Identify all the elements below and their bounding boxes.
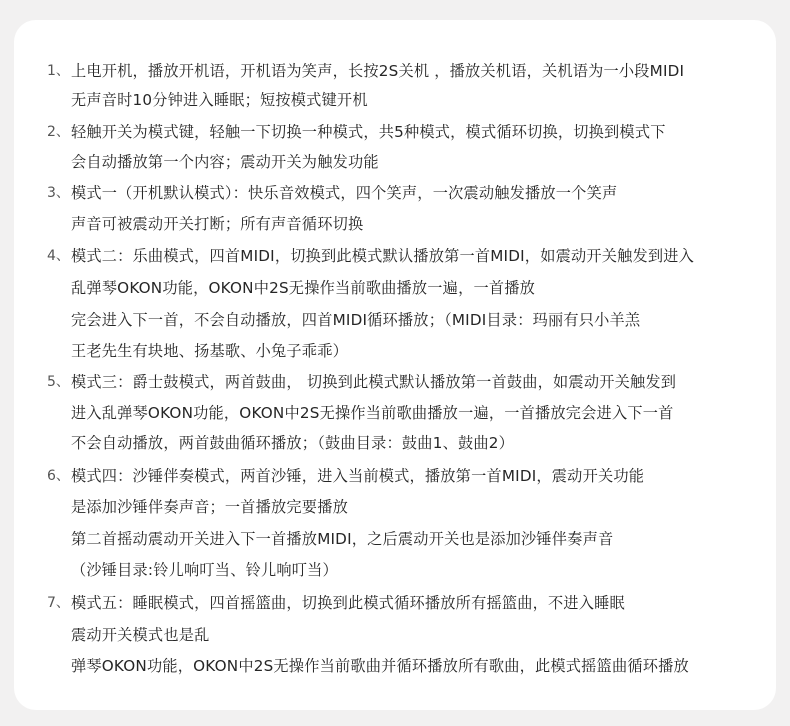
item-1-line-2: 无声音时10分钟进入睡眠；短按模式键开机: [71, 91, 368, 109]
item-6-line-4: （沙锤目录:铃儿响叮当、铃儿响叮当）: [71, 561, 338, 579]
item-7-number: 7、: [47, 595, 70, 611]
item-5-number: 5、: [47, 374, 70, 390]
item-5-line-3: 不会自动播放，两首鼓曲循环播放；（鼓曲目录：鼓曲1、鼓曲2）: [71, 434, 514, 452]
item-6-line-2: 是添加沙锤伴奏声音；一首播放完要播放: [71, 498, 348, 516]
item-7-line-2: 震动开关模式也是乱: [71, 626, 210, 644]
item-1-number: 1、: [47, 63, 70, 79]
item-5-line-1: 模式三：爵士鼓模式，两首鼓曲， 切换到此模式默认播放第一首鼓曲，如震动开关触发到: [71, 373, 677, 391]
item-4-line-2: 乱弹琴OKON功能，OKON中2S无操作当前歌曲播放一遍，一首播放: [71, 279, 536, 297]
item-3-number: 3、: [47, 185, 70, 201]
item-4-line-3: 完会进入下一首，不会自动播放，四首MIDI循环播放；（MIDI目录：玛丽有只小羊羔: [71, 311, 641, 329]
item-4-line-1: 模式二：乐曲模式，四首MIDI，切换到此模式默认播放第一首MIDI，如震动开关触发到进入: [71, 247, 695, 265]
item-2-line-1: 轻触开关为模式键，轻触一下切换一种模式，共5种模式，模式循环切换，切换到模式下: [71, 123, 666, 141]
item-2-number: 2、: [47, 124, 70, 140]
item-6-line-1: 模式四：沙锤伴奏模式，两首沙锤，进入当前模式，播放第一首MIDI，震动开关功能: [71, 467, 645, 485]
item-6-number: 6、: [47, 468, 70, 484]
item-4-number: 4、: [47, 248, 70, 264]
item-1-line-1: 上电开机，播放开机语，开机语为笑声，长按2S关机 ，播放关机语，关机语为一小段MIDI: [71, 62, 685, 80]
item-3-line-2: 声音可被震动开关打断；所有声音循环切换: [71, 215, 364, 233]
item-7-line-3: 弹琴OKON功能，OKON中2S无操作当前歌曲并循环播放所有歌曲，此模式摇篮曲循环播放: [71, 657, 689, 675]
item-3-line-1: 模式一（开机默认模式）：快乐音效模式，四个笑声，一次震动触发播放一个笑声: [71, 184, 618, 202]
item-4-line-4: 王老先生有块地、扬基歌、小兔子乖乖）: [71, 342, 348, 360]
instructions-card: [14, 20, 776, 710]
item-2-line-2: 会自动播放第一个内容；震动开关为触发功能: [71, 153, 379, 171]
item-7-line-1: 模式五：睡眠模式，四首摇篮曲，切换到此模式循环播放所有摇篮曲，不进入睡眠: [71, 594, 625, 612]
item-5-line-2: 进入乱弹琴OKON功能，OKON中2S无操作当前歌曲播放一遍，一首播放完会进入下一首: [71, 404, 674, 422]
item-6-line-3: 第二首摇动震动开关进入下一首播放MIDI，之后震动开关也是添加沙锤伴奏声音: [71, 530, 614, 548]
